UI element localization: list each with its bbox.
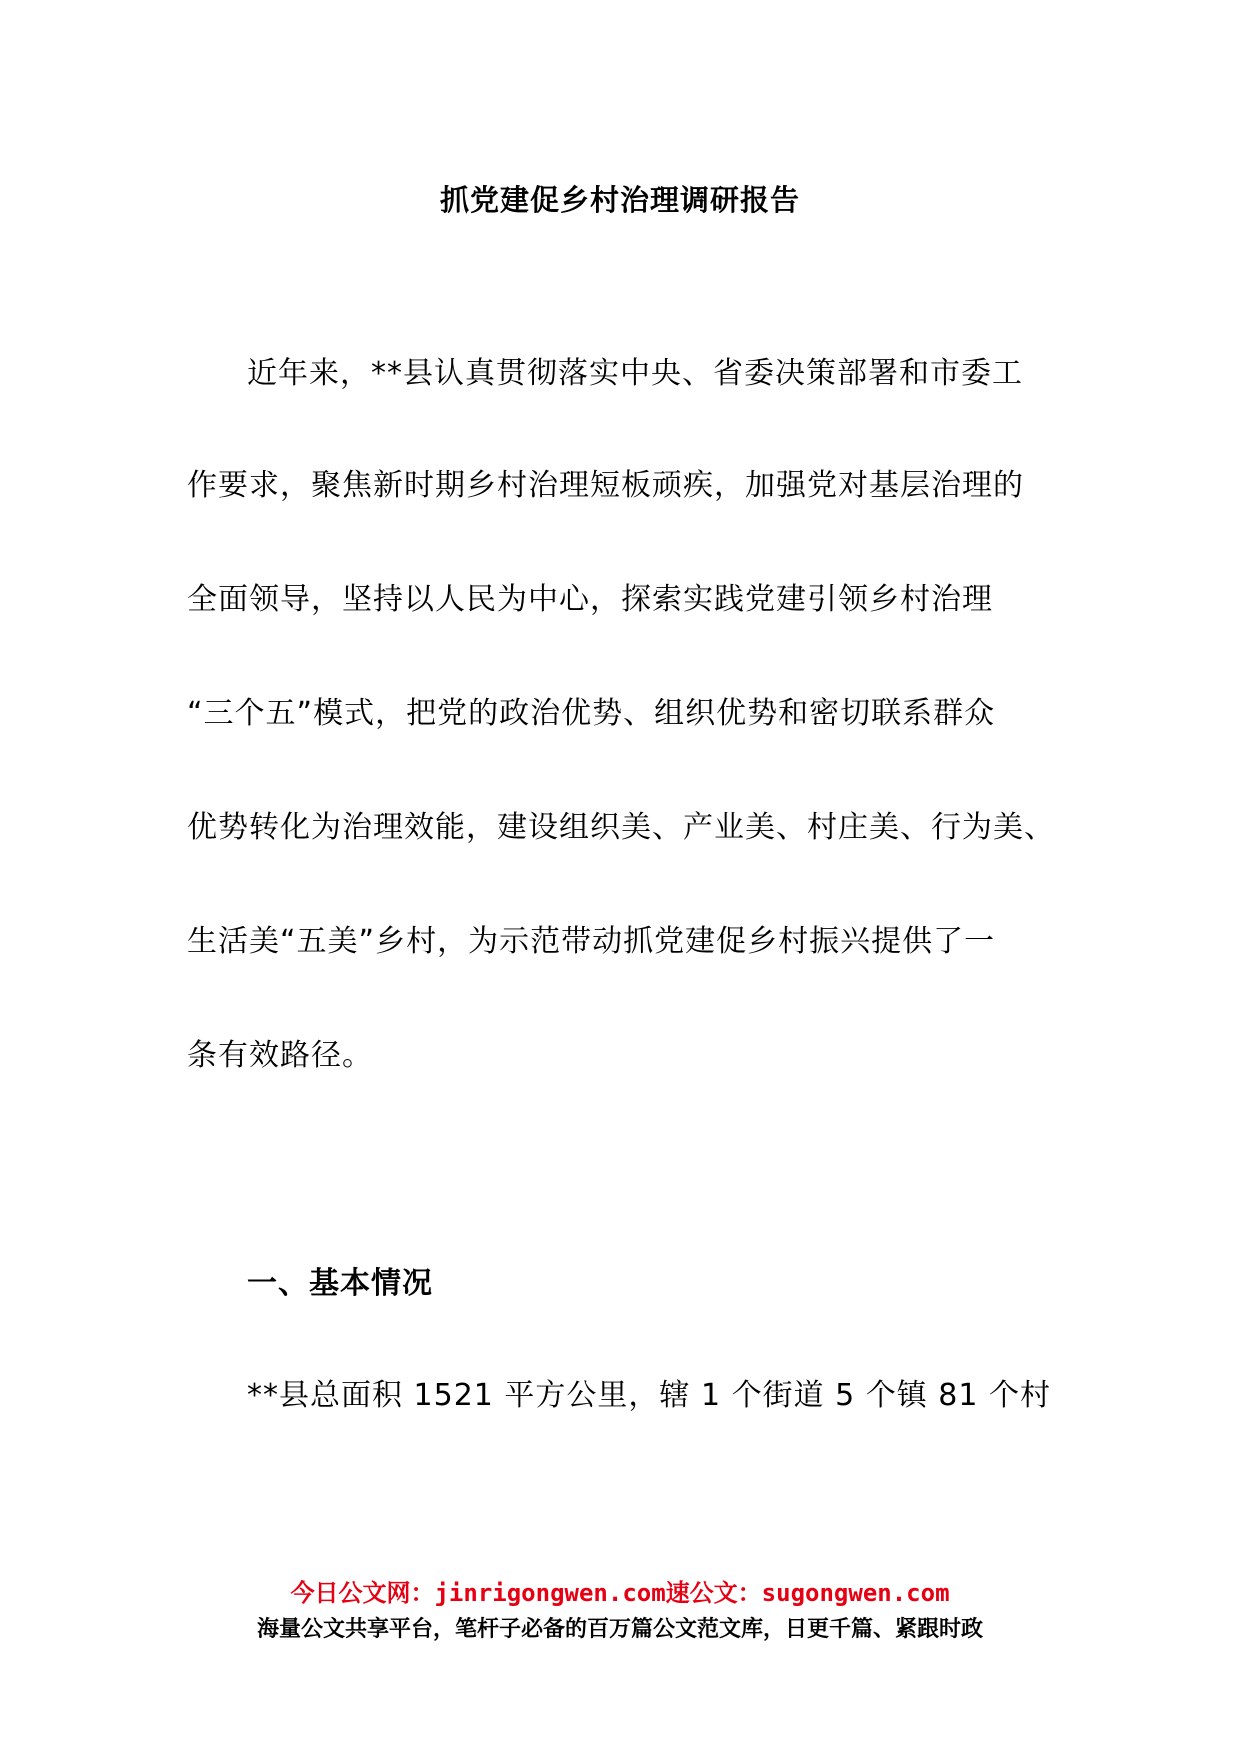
paragraph-line: “三个五”模式，把党的政治优势、组织优势和密切联系群众 [187, 696, 996, 731]
section-heading: 一、基本情况 [247, 1266, 433, 1301]
document-title: 抓党建促乡村治理调研报告 [439, 183, 800, 217]
paragraph-line: 全面领导，坚持以人民为中心，探索实践党建引领乡村治理 [187, 582, 993, 617]
paragraph-line: **县总面积 1521 平方公里，辖 1 个街道 5 个镇 81 个村 [247, 1378, 1051, 1413]
site2-name: 速公文： [665, 1579, 762, 1607]
footer-slogan: 海量公文共享平台，笔杆子必备的百万篇公文范文库，日更千篇、紧跟时政 [256, 1617, 983, 1642]
footer-sites [0, 1576, 1240, 1610]
paragraph-line: 条有效路径。 [187, 1038, 373, 1073]
paragraph-line: 优势转化为治理效能，建设组织美、产业美、村庄美、行为美、 [187, 810, 1055, 845]
paragraph-line: 近年来，**县认真贯彻落实中央、省委决策部署和市委工 [247, 356, 1023, 391]
site1-link[interactable]: jinrigongwen.com [434, 1579, 666, 1607]
paragraph-line: 生活美“五美”乡村，为示范带动抓党建促乡村振兴提供了一 [187, 924, 996, 959]
site2-link[interactable]: sugongwen.com [761, 1579, 950, 1607]
site1-name: 今日公文网： [290, 1579, 435, 1607]
paragraph-line: 作要求，聚焦新时期乡村治理短板顽疾，加强党对基层治理的 [187, 468, 1024, 503]
